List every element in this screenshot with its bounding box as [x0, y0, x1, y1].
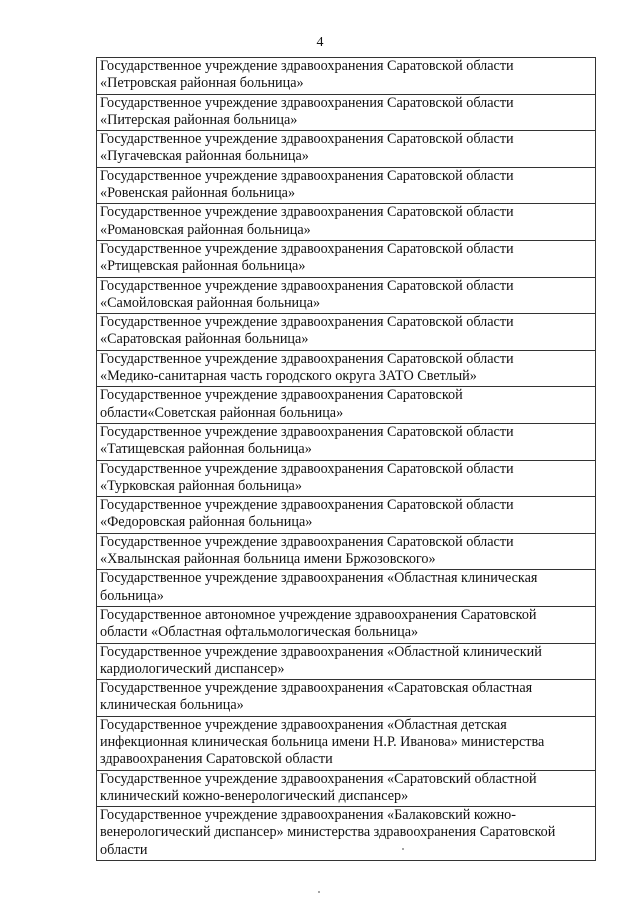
institution-name-line: Государственное учреждение здравоохранения Саратовской области [100, 94, 514, 111]
institution-name-line: здравоохранения Саратовской области [100, 751, 333, 768]
institution-name-cell [97, 533, 596, 570]
institution-name-line: Государственное учреждение здравоохранения «Балаковский кожно- [100, 807, 516, 824]
institution-name-line: клиническая больница» [100, 697, 244, 714]
institution-name-cell [97, 350, 596, 387]
institution-name-cell [97, 314, 596, 351]
institution-name-line: Государственное учреждение здравоохранения Саратовской области [100, 240, 514, 257]
table-row [97, 807, 596, 861]
institution-name-line: «Медико-санитарная часть городского округа ЗАТО Светлый» [100, 368, 477, 385]
table-row [97, 716, 596, 770]
page-number: 4 [316, 35, 324, 50]
institution-name-line: «Ртищевская районная больница» [100, 258, 306, 275]
institution-name-line: Государственное учреждение здравоохранения Саратовской [100, 387, 463, 404]
institution-name-cell [97, 570, 596, 607]
table-row [97, 533, 596, 570]
institutions-table [96, 57, 596, 861]
institution-name-cell [97, 606, 596, 643]
institution-name-line: Государственное учреждение здравоохранения Саратовской области [100, 497, 514, 514]
institution-name-line: области «Областная офтальмологическая больница» [100, 624, 419, 641]
table-row [97, 204, 596, 241]
table-row [97, 460, 596, 497]
institution-name-line: области [100, 841, 148, 858]
institution-name-line: «Татищевская районная больница» [100, 441, 312, 458]
institution-name-line: Государственное учреждение здравоохранения Саратовской области [100, 167, 514, 184]
table-row [97, 167, 596, 204]
table-row [97, 314, 596, 351]
table-row [97, 606, 596, 643]
institution-name-line: «Турковская районная больница» [100, 477, 302, 494]
institution-name-line: Государственное учреждение здравоохранения Саратовской области [100, 314, 514, 331]
institution-name-line: Государственное учреждение здравоохранения Саратовской области [100, 131, 514, 148]
institution-name-line: «Питерская районная больница» [100, 111, 298, 128]
institution-name-cell [97, 716, 596, 770]
institution-name-line: «Романовская районная больница» [100, 221, 311, 238]
institution-name-cell [97, 770, 596, 807]
institution-name-line: венерологический диспансер» министерства здравоохранения Саратовской [100, 824, 556, 841]
institution-name-cell [97, 58, 596, 95]
institutions-table-body [97, 58, 596, 861]
table-row [97, 277, 596, 314]
institution-name-cell [97, 94, 596, 131]
table-row [97, 423, 596, 460]
scan-speck [402, 848, 404, 850]
institution-name-line: «Пугачевская районная больница» [100, 148, 309, 165]
institution-name-line: «Ровенская районная больница» [100, 185, 296, 202]
institution-name-line: Государственное учреждение здравоохранения «Областная детская [100, 716, 507, 733]
table-row [97, 350, 596, 387]
institution-name-line: Государственное учреждение здравоохранения «Областная клиническая [100, 570, 538, 587]
institution-name-line: «Самойловская районная больница» [100, 294, 321, 311]
table-row [97, 58, 596, 95]
institution-name-line: Государственное учреждение здравоохранения Саратовской области [100, 277, 514, 294]
institution-name-line: Государственное автономное учреждение здравоохранения Саратовской [100, 606, 537, 623]
institution-name-cell [97, 807, 596, 861]
institution-name-cell [97, 277, 596, 314]
institution-name-line: «Хвалынская районная больница имени Бржозовского» [100, 551, 436, 568]
institution-name-cell [97, 387, 596, 424]
institution-name-line: Государственное учреждение здравоохранения Саратовской области [100, 58, 514, 74]
table-row [97, 240, 596, 277]
institution-name-line: области«Советская районная больница» [100, 404, 344, 421]
institution-name-line: Государственное учреждение здравоохранения Саратовской области [100, 423, 514, 440]
institution-name-line: «Саратовская районная больница» [100, 331, 309, 348]
institution-name-line: Государственное учреждение здравоохранения Саратовской области [100, 204, 514, 221]
table-row [97, 387, 596, 424]
institution-name-cell [97, 240, 596, 277]
institution-name-cell [97, 643, 596, 680]
institution-name-line: кардиологический диспансер» [100, 660, 285, 677]
institution-name-cell [97, 204, 596, 241]
institution-name-line: больница» [100, 587, 164, 604]
institution-name-cell [97, 167, 596, 204]
institution-name-line: Государственное учреждение здравоохранения «Саратовская областная [100, 680, 533, 697]
table-row [97, 643, 596, 680]
institution-name-cell [97, 423, 596, 460]
institution-name-line: Государственное учреждение здравоохранения Саратовской области [100, 460, 514, 477]
institution-name-line: Государственное учреждение здравоохранения «Саратовский областной [100, 770, 537, 787]
institution-name-cell [97, 131, 596, 168]
institution-name-cell [97, 680, 596, 717]
scan-speck [318, 891, 320, 893]
institution-name-line: Государственное учреждение здравоохранения Саратовской области [100, 350, 514, 367]
institution-name-line: инфекционная клиническая больница имени Н.Р. Иванова» министерства [100, 733, 545, 750]
institution-name-line: Государственное учреждение здравоохранения «Областной клинический [100, 643, 542, 660]
institution-name-line: «Петровская районная больница» [100, 75, 304, 92]
institution-name-line: клинический кожно-венерологический диспансер» [100, 787, 409, 804]
table-row [97, 497, 596, 534]
table-row [97, 131, 596, 168]
institution-name-line: «Федоровская районная больница» [100, 514, 313, 531]
institution-name-cell [97, 460, 596, 497]
table-row [97, 570, 596, 607]
table-row [97, 94, 596, 131]
table-row [97, 680, 596, 717]
institution-name-cell [97, 497, 596, 534]
table-row [97, 770, 596, 807]
institution-name-line: Государственное учреждение здравоохранения Саратовской области [100, 533, 514, 550]
